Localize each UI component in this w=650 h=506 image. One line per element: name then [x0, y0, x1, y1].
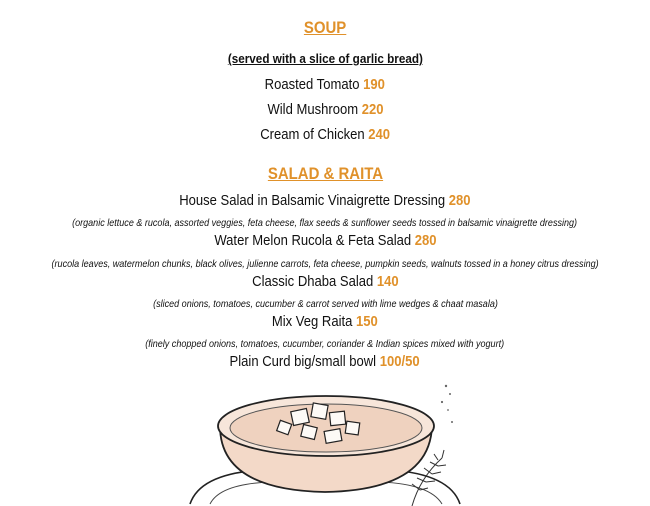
menu-item — [0, 76, 650, 94]
menu-item — [0, 232, 650, 250]
soup-note: (served with a slice of garlic bread) — [227, 51, 423, 66]
menu-item — [0, 313, 650, 331]
item-price: 150 — [356, 314, 378, 330]
soup-section-title: SOUP — [303, 18, 347, 37]
soup-section-title-row — [0, 18, 650, 38]
salad-section-title-row — [0, 164, 650, 184]
menu-item — [0, 192, 650, 210]
item-name: Wild Mushroom — [266, 102, 358, 118]
menu-item — [0, 273, 650, 291]
item-description-row — [0, 254, 650, 272]
item-name: Cream of Chicken — [260, 127, 365, 143]
item-price: 140 — [376, 274, 399, 290]
item-description-row — [0, 294, 650, 312]
item-description-row — [0, 213, 650, 231]
item-name: Classic Dhaba Salad — [251, 274, 373, 290]
soup-bowl-illustration — [180, 378, 470, 506]
item-description: (finely chopped onions, tomatoes, cucumber, coriander & Indian spices mixed with yogurt) — [145, 338, 505, 350]
menu-item — [0, 126, 650, 144]
item-name: Plain Curd big/small bowl — [229, 354, 377, 370]
item-description: (organic lettuce & rucola, assorted veggies, feta cheese, flax seeds & sunflower seeds tossed in balsamic vinaigrette dressing) — [72, 217, 578, 229]
menu-item — [0, 101, 650, 119]
menu-item — [0, 353, 650, 371]
salad-section-title: SALAD & RAITA — [267, 164, 383, 183]
item-name: House Salad in Balsamic Vinaigrette Dressing — [179, 193, 446, 209]
item-name: Water Melon Rucola & Feta Salad — [213, 233, 411, 249]
item-description: (sliced onions, tomatoes, cucumber & carrot served with lime wedges & chaat masala) — [152, 298, 498, 310]
item-name: Roasted Tomato — [264, 77, 360, 93]
item-description-row — [0, 334, 650, 352]
item-price: 100/50 — [380, 354, 421, 370]
item-description: (rucola leaves, watermelon chunks, black olives, julienne carrots, feta cheese, pumpkin seeds, walnuts tossed in a honey citrus dressing) — [51, 258, 599, 270]
item-price: 240 — [368, 127, 390, 143]
item-price: 280 — [414, 233, 437, 249]
item-price: 190 — [363, 77, 386, 93]
item-price: 280 — [448, 193, 471, 209]
soup-note-row — [0, 50, 650, 68]
item-name: Mix Veg Raita — [272, 314, 353, 330]
item-price: 220 — [361, 102, 384, 118]
